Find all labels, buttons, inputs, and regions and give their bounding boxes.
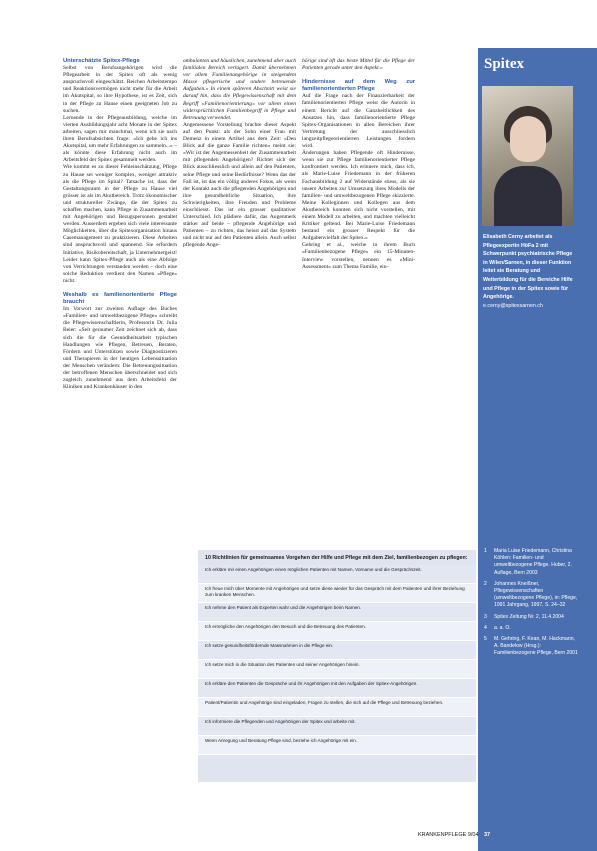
guideline-row: Ich setze gesundheitsfördernde Massnahmen in die Pflege ein.: [198, 641, 476, 660]
article-column-1: [63, 58, 177, 391]
author-email[interactable]: e.cerny@spitexsarnen.ch: [483, 302, 543, 309]
paragraph: Auf die Frage nach der Finanzierbarkeit der familienorientierten Pflege weist die Autorin in einem Bericht auf die Ganzheitlichkeit des Ansatzes hin, dass familienorientierte Pflege Spitex-Organisationen in allen Bereichen ihrer Vertretung der ausschliesslich langzeitpflegeorientierten Leistungen fordern wird.: [302, 93, 415, 150]
guidelines-box: [198, 550, 476, 782]
reference-text: a. a. O.: [494, 624, 511, 631]
reference-text: Johannes Kneißner, Pflegewissenschaften (umweltbezogene Pflege), in: Pflege, 1991 Jahrgang, 1997, S. 24–32: [494, 580, 578, 609]
guidelines-title: 10 Richtlinien für gemeinsames Vorgehen der Hilfe und Pflege mit dem Ziel, familienbezogen zu pflegen:: [205, 555, 468, 561]
paragraph: ambulanten und häuslichen, zunehmend aber auch familialen Bereich verlagert. Damit übernehmen vor allem Familienangehörige in steigendem Masse pflegerische und andere betreuende Aufgaben.» In einem späteren Abschnitt weist sie darauf hin, dass die Pflegewissenschaft mit dem Begriff «Familienorientierung» vor allem einen widersprüchlichen Familienbegriff in Pflege und Betreuung verwendet.: [183, 58, 296, 121]
reference-number: 1: [484, 548, 487, 554]
paragraph: Änderungen haben Pflegende oft Hindernisse, wenn sie zur Pflege familienorientierter Pflege konfrontiert werden. Ich erinnere mich, dass ich, als Marie-Luise Friedemann in der früheren Fachausbildung 2 auf Widerstände stiess, als sie unsere Arbeiten zur Umsetzung ihres Modells der familien- und umweltbezogenen Pflege skizzierte. Meine Kolleginnen und Kollegen aus dem Akutbereich konnten sich nicht vorstellen, mit einem Modell zu arbeiten, und machten vielleicht Kritiker geltend. Bei Marie-Luise Friedemann bestand ein grosser Respekt für die Aufgabenvielfalt der Spitex.»: [302, 150, 415, 242]
paragraph: Wie kommt es zu dieser Fehleinschätzung, Pflege zu Hause sei weniger komplex, weniger attraktiv als die Pflege im Spital? Tatsache ist, dass der Gestaltungsraum in der Pflege zu Hause viel grösser ist als im Akutbereich. Trotz ökonomischer und struktureller Zwänge, die der Spitex zu schaffen machen, kann Pflege in Zusammenarbeit mit Angehörigen und Bezugspersonen gestaltet werden. Ausserdem ergeben sich viele interessante Möglichkeiten, über die Spitexorganisation hinaus Casemanagement zu praktizieren. Diese Arbeiten sind anspruchsvoll und spannend. Sie erfordern Initiative, Risikobereitschaft, ja Unternehmergeist! Leider kann Spitex-Pflege auch als eine Abfolge von Verrichtungen verstanden werden – doch eine solche Reduktion verdient den Namen «Pflege» nicht.: [63, 164, 177, 284]
guideline-row: Ich setze mich in die Situation des Patienten und seiner Angehörigen hinein.: [198, 660, 476, 679]
page-number: 37: [484, 832, 491, 838]
guideline-row: Patient/Patientin und Angehörige sind eingeladen, Fragen zu stellen, die sich auf die Pflege und Betreuung beziehen.: [198, 698, 476, 717]
reference-item: [484, 625, 578, 632]
paragraph: Gehring et al., welche in ihrem Buch «Familienbezogene Pflege» ein 15-Minuten-Interview vorstellen, nennen es «Mini-Assessment» zum Thema Familie, ein-: [302, 242, 415, 270]
heading-familienorientierte-pflege: Weshalb es familienorientierte Pflege braucht: [63, 292, 177, 306]
guideline-row: Ich erkläre den Patienten die Gespräche und ihr Angehörigen mit den Aufgaben der Spitex-Angehörigen.: [198, 679, 476, 698]
author-caption: [483, 233, 575, 310]
guideline-row: Ich informiere die Pflegenden und Angehörigen der Spitex und arbeite mit.: [198, 717, 476, 736]
heading-unterschaetzte-spitex-pflege: Unterschätzte Spitex-Pflege: [63, 58, 140, 64]
guideline-row: Ich ermögliche den Angehörigen den Besuch und die Betreuung des Patienten.: [198, 622, 476, 641]
article-column-3: [302, 58, 415, 271]
reference-number: 4: [484, 624, 487, 631]
reference-number: 5: [484, 636, 487, 643]
paragraph: Lernende in der Pflegeausbildung, welche im vierten Ausbildungsjahr acht Monate in der Spitex arbeiten, sagen mir manchmal, wenn ich sie nach ihren Berufsabsichten frage: «Ich gehe ich ins Akutspital, um mehr Erfahrungen zu sammeln...» – als könnte diese Erfahrung nicht auch im Arbeitsfeld der Spitex gesammelt werden.: [63, 114, 177, 164]
heading-hindernisse: Hindernisse auf dem Weg zur familienorientierten Pflege: [302, 79, 415, 93]
section-title: Spitex: [484, 56, 525, 72]
guidelines-list: [198, 565, 476, 755]
paragraph: Im Vorwort zur zweiten Auflage des Buches «Familien- und umweltbezogene Pflege» schreibt die Pflegewissenschaftlerin, Professorin Dr. Julia Beier: «Seit geraumer Zeit zeichnet sich ab, dass sich die für die Gesundheitsarbeit typischen Handlungen wie Pflegen, Betreuen, Beraten, Fördern und Unterstützen sowie Diagnostizieren und Therapieren in der heutigen Lebenssituation der Menschen verändern: Die Betreuungssituation der betroffenen Menschen überschneidet und sich zugleich zunehmend aus dem Arbeitsfeld der Kliniken und Krankenhäuser in den: [63, 306, 177, 391]
reference-item: [484, 614, 578, 621]
paragraph: hörige sind oft das beste Mittel für die Pflege der Patienten gerade unter den Aspekt.»: [302, 58, 415, 72]
magazine-issue: KRANKENPFLEGE 9/04: [418, 832, 479, 838]
reference-text: Spitex Zeitung Nr. 2, 11.4.2004: [494, 613, 564, 620]
caption-text: Elisabeth Cerny arbeitet als Pflegeexpertin HöFa 2 mit Schwerpunkt psychiatrische Pflege in Wilen/Sarnen, in dieser Funktion leitet sie Beratung und Weiterbildung für die Bereiche Hilfe und Pflege in der Spitex sowie für Angehörige.: [483, 234, 573, 301]
reference-item: [484, 636, 578, 658]
references-list: [484, 548, 578, 662]
guideline-row: Ich erkläre mir einen Angehörigen einen möglichen Patienten mit Namen, Vorname und die Gesprächszeit.: [198, 565, 476, 584]
author-photo: [482, 86, 573, 226]
article-column-2: [183, 58, 296, 250]
reference-text: M. Gehring, F. Kean, M. Hackmann, A. Bandelow (Hrsg.): Familienbezogene Pflege, Bern 2001: [494, 636, 578, 657]
guideline-row: Wenn Anregung und Beratung Pflege sind, beziehe ich Angehörige mit ein.: [198, 736, 476, 755]
reference-item: [484, 581, 578, 610]
guideline-row: Ich nehme den Patient als Experten wahr und die Angehörigen beim Namen.: [198, 603, 476, 622]
paragraph: Angemessene Vorstellung brachte dieser Aspekt auf den Punkt: als der Sohn einer Frau mit Demenz in einem Artikel aus dem Zeit: «Den Blick auf die ganze Familie richten» meint sie: «Wir ist der Angemessenheit der Zusammenarbeit mit pflegenden Angehörigen? Richtet sich der Blick ausschliesslich und allein auf den Patienten, seine Pflege und seine Bedürfnisse? Wenn das der Fall ist, ist das ein völlig anderes Fokus, als wenn der Kontakt auch die pflegenden Angehörigen und ihre gesundheitliche Situation, ihre Schwierigkeiten, ihre Freuden und Probleme einschliesst. Das ist ein grosser qualitativer Unterschied. Ich plädiere dafür, das Augenmerk stärker auf beide – pflegende Angehörige und Patienten – zu richten, das heisst auf das System und nicht nur auf den Patienten allein. Auch selbst pflegende Ange-: [183, 121, 296, 249]
paragraph: Selbst von Berufsangehörigen wird die Pflegearbeit in der Spitex oft als wenig anspruchsvoll eingeschätzt. Reichen Arbeitstempo und Reaktionsvermögen nicht mehr für die Arbeit im Akutspital, so ihre Hypothese, ist es Zeit, sich in der Pflege zu Hause einen geeigneten Job zu suchen.: [63, 65, 177, 114]
reference-text: Maria Luise Friedemann, Christina Köhlen: Familien- und umweltbezogene Pflege. Huber, 2. Auflage, Bern 2003: [494, 548, 572, 576]
reference-item: [484, 548, 578, 577]
guideline-row: Ich freue mich über Momente mit Angehörigen und setze diese wieder für das Gespräch mit dem Patienten und ihrer Beziehung zum kranken Menschen.: [198, 584, 476, 603]
reference-number: 3: [484, 613, 487, 620]
reference-number: 2: [484, 580, 487, 587]
